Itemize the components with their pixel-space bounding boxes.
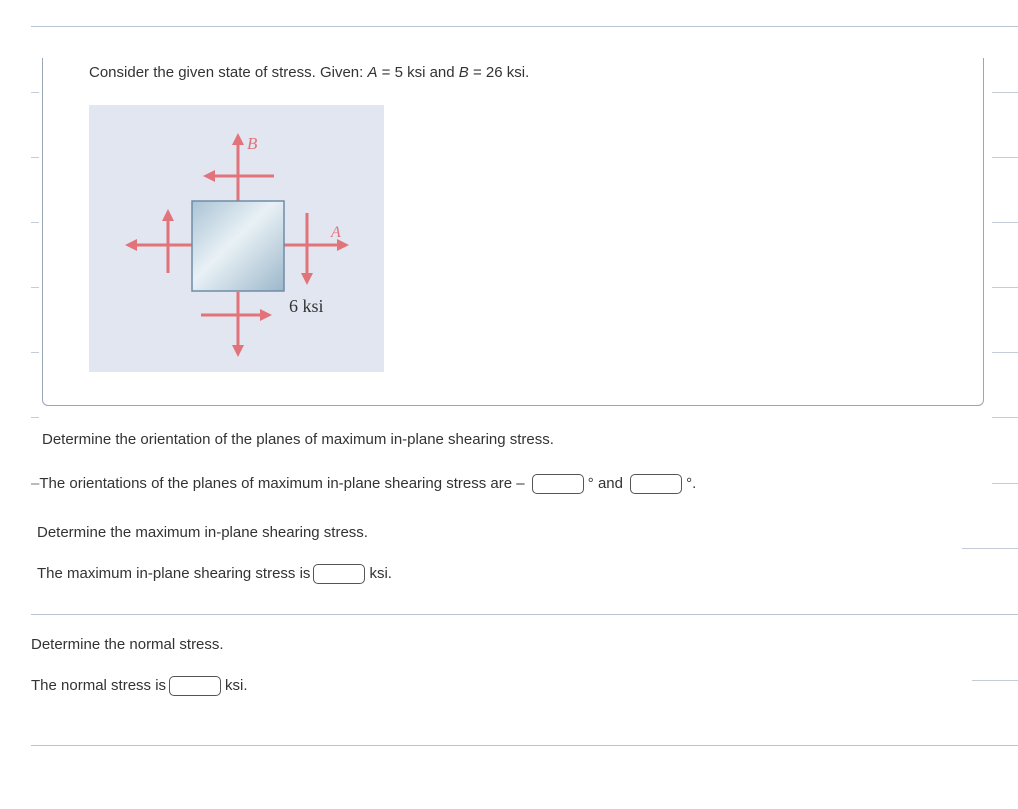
margin-tick [31,287,39,288]
q1-unit-2: °. [686,475,697,492]
q1-unit-1: ° and [587,475,623,492]
stress-element-square [192,201,284,291]
q3-unit: ksi. [225,677,248,694]
margin-tick [31,417,39,418]
q1-line-start: The orientations of the planes of maximum in-plane shearing stress are – [39,475,525,492]
q2-line-start: The maximum in-plane shearing stress is [37,565,311,582]
margin-tick [992,157,1018,158]
margin-tick [992,222,1018,223]
q2-answer-line [37,564,392,584]
margin-tick [962,548,1018,549]
max-shear-stress-input[interactable] [313,564,365,584]
margin-tick [31,92,39,93]
margin-tick [992,352,1018,353]
margin-tick [992,417,1018,418]
q3-answer-line [31,676,248,696]
margin-tick [31,352,39,353]
intro-prefix: Consider the given state of stress. Given: [89,64,368,81]
problem-statement [89,63,529,83]
bottom-divider [31,745,1018,746]
q1-heading: Determine the orientation of the planes of maximum in-plane shearing stress. [42,431,554,448]
margin-tick [31,222,39,223]
stress-element-figure [89,105,384,372]
margin-tick [992,92,1018,93]
margin-tick [31,157,39,158]
q1-answer-line [31,474,696,494]
q3-line-start: The normal stress is [31,677,167,694]
label-b: B [247,134,258,153]
margin-dash: – [31,475,40,492]
stress-element-diagram [89,105,384,372]
label-shear-stress: 6 ksi [289,296,324,316]
eq-b: = 26 ksi. [468,64,530,81]
q2-unit: ksi. [369,565,392,582]
normal-stress-input[interactable] [169,676,221,696]
label-a: A [331,224,341,241]
section-divider [31,614,1018,615]
orientation-angle-1-input[interactable] [532,474,584,494]
top-divider [31,26,1018,27]
margin-tick [972,680,1018,681]
var-b: B [458,64,469,81]
orientation-angle-2-input[interactable] [630,474,682,494]
q3-heading: Determine the normal stress. [31,636,224,653]
margin-tick [992,483,1018,484]
q2-heading: Determine the maximum in-plane shearing stress. [37,524,368,541]
eq-a: = 5 ksi and [377,64,459,81]
var-a: A [367,64,378,81]
margin-tick [992,287,1018,288]
